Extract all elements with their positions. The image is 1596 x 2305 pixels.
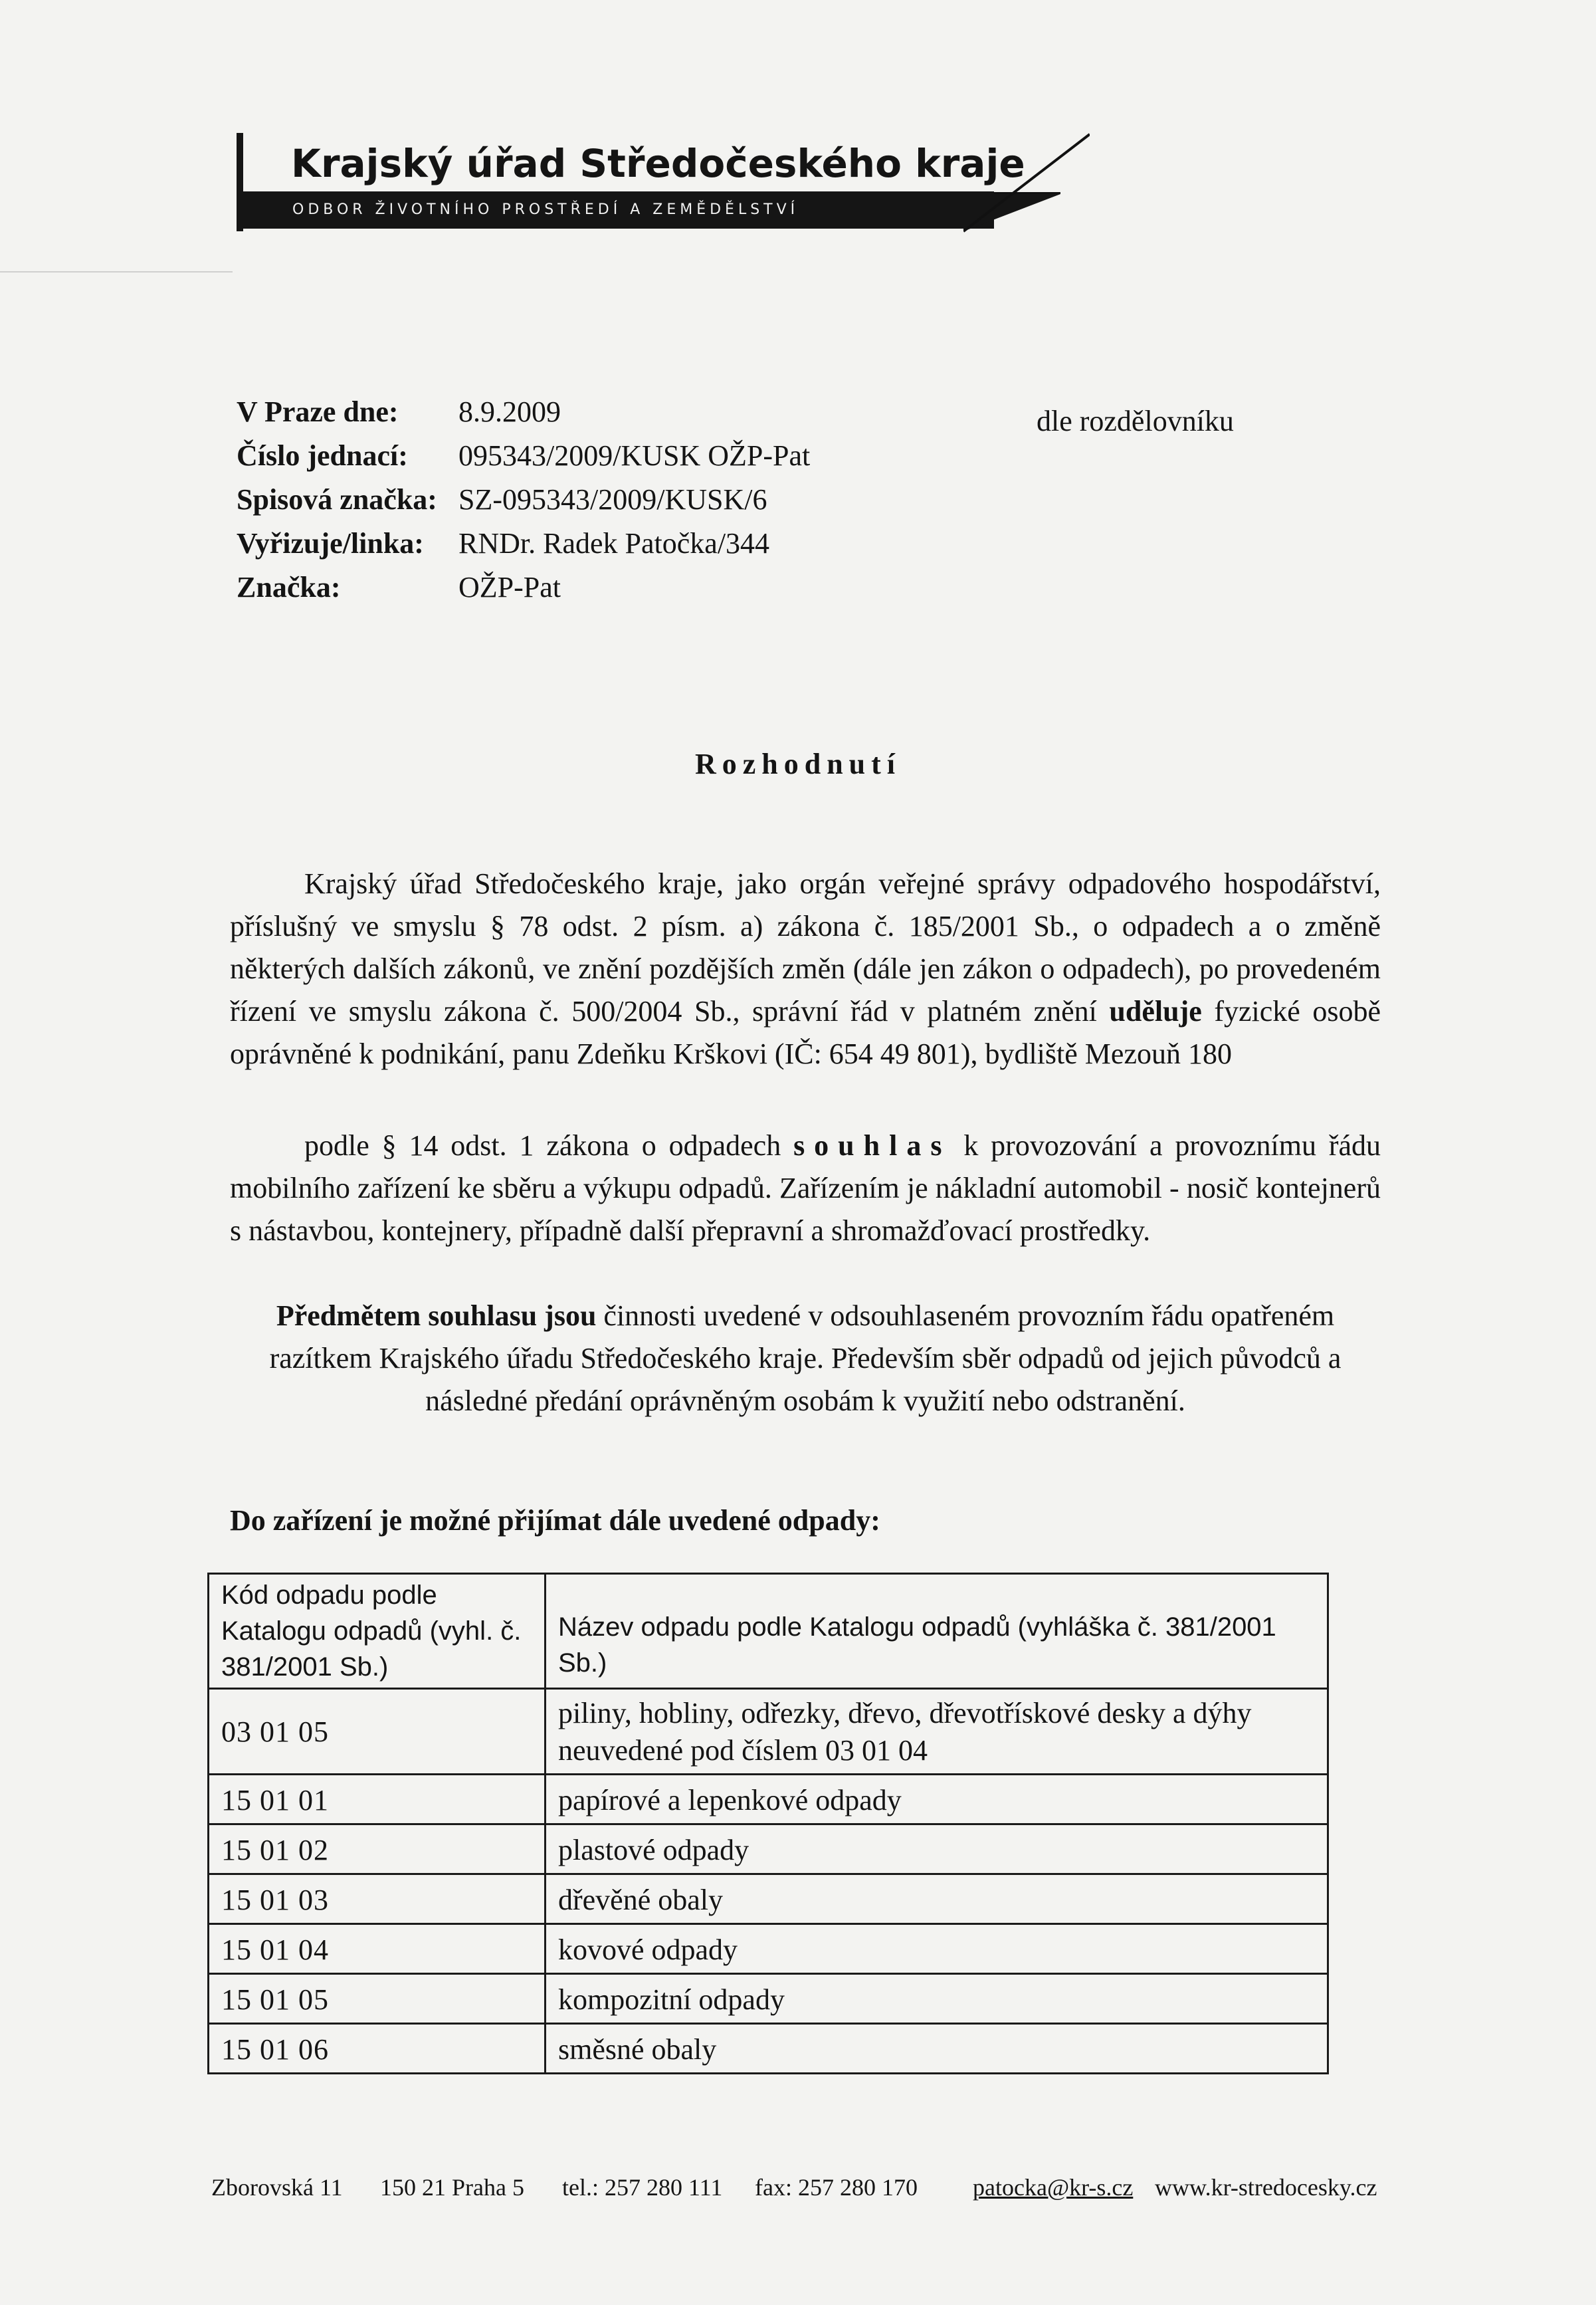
consent-paragraph bbox=[230, 1125, 1381, 1252]
meta-label: Vyřizuje/linka: bbox=[237, 527, 424, 560]
paragraph-text: fyzické osobě oprávněné k podnikání, panu Zdeňku Krškovi (IČ: 654 49 801), bydliště Mezouň 180 bbox=[230, 995, 1381, 1070]
waste-name: plastové odpady bbox=[546, 1824, 1328, 1874]
table-row bbox=[209, 1974, 1328, 2024]
table-row bbox=[209, 1874, 1328, 1924]
waste-code: 15 01 01 bbox=[209, 1775, 546, 1824]
meta-value: RNDr. Radek Patočka/344 bbox=[458, 527, 770, 560]
waste-name: kompozitní odpady bbox=[546, 1974, 1328, 2024]
meta-label: V Praze dne: bbox=[237, 395, 399, 428]
decision-title: Rozhodnutí bbox=[694, 748, 902, 780]
waste-table bbox=[207, 1573, 1329, 2074]
table-row bbox=[209, 2024, 1328, 2074]
decision-paragraph bbox=[230, 863, 1381, 1075]
meta-label: Číslo jednací: bbox=[237, 439, 408, 472]
meta-value: 8.9.2009 bbox=[458, 395, 561, 428]
letterhead-subtitle: ODBOR ŽIVOTNÍHO PROSTŘEDÍ A ZEMĚDĚLSTVÍ bbox=[237, 191, 994, 229]
waste-name: kovové odpady bbox=[546, 1924, 1328, 1974]
meta-label: Značka: bbox=[237, 571, 341, 604]
column-header-code: Kód odpadu podle Katalogu odpadů (vyhl. č. 381/2001 Sb.) bbox=[209, 1574, 546, 1689]
waste-code: 15 01 04 bbox=[209, 1924, 546, 1974]
column-header-name: Název odpadu podle Katalogu odpadů (vyhláška č. 381/2001 Sb.) bbox=[546, 1574, 1328, 1689]
meta-label: Spisová značka: bbox=[237, 483, 437, 516]
letterhead bbox=[237, 133, 1060, 231]
waste-name: směsné obaly bbox=[546, 2024, 1328, 2074]
paragraph-emphasis: souhlas bbox=[793, 1129, 951, 1162]
letterhead-title: Krajský úřad Středočeského kraje bbox=[237, 133, 1060, 194]
footer-fax: fax: 257 280 170 bbox=[755, 2174, 918, 2201]
table-row bbox=[209, 1924, 1328, 1974]
footer-city: 150 21 Praha 5 bbox=[380, 2174, 524, 2201]
waste-code: 15 01 02 bbox=[209, 1824, 546, 1874]
meta-value: SZ-095343/2009/KUSK/6 bbox=[458, 483, 767, 516]
paragraph-text: k provozování a provoznímu řádu mobilního zařízení ke sběru a výkupu odpadů. Zařízením je nákladní automobil - nosič kontejnerů s nástavbou, kontejnery, případně další přepravní a shromažďovací prostředky. bbox=[230, 1129, 1381, 1247]
waste-code: 15 01 05 bbox=[209, 1974, 546, 2024]
waste-code: 03 01 05 bbox=[209, 1689, 546, 1775]
letterhead-slash-graphic bbox=[963, 133, 1090, 233]
paragraph-text: činnosti uvedené v odsouhlaseném provozním řádu opatřeném razítkem Krajského úřadu Středočeského kraje. Především sběr odpadů od jejich původců a následné předání oprávněným osobám k využití nebo odstranění. bbox=[269, 1299, 1342, 1417]
paragraph-emphasis: Předmětem souhlasu jsou bbox=[276, 1299, 597, 1332]
letterhead-edge bbox=[237, 133, 243, 231]
waste-code: 15 01 03 bbox=[209, 1874, 546, 1924]
footer-email-link[interactable]: patocka@kr-s.cz bbox=[973, 2174, 1134, 2201]
waste-code: 15 01 06 bbox=[209, 2024, 546, 2074]
footer-phone: tel.: 257 280 111 bbox=[562, 2174, 723, 2201]
waste-name: piliny, hobliny, odřezky, dřevo, dřevotřískové desky a dýhy neuvedené pod číslem 03 01 04 bbox=[546, 1689, 1328, 1775]
footer-address: Zborovská 11 bbox=[211, 2174, 343, 2201]
waste-name: papírové a lepenkové odpady bbox=[546, 1775, 1328, 1824]
table-header-row bbox=[209, 1574, 1328, 1689]
subject-paragraph bbox=[230, 1295, 1381, 1422]
scan-artifact-line bbox=[0, 271, 233, 273]
footer-website-link[interactable]: www.kr-stredocesky.cz bbox=[1155, 2174, 1377, 2201]
table-row bbox=[209, 1775, 1328, 1824]
recipient-note: dle rozdělovníku bbox=[1037, 405, 1234, 437]
table-row bbox=[209, 1824, 1328, 1874]
meta-value: 095343/2009/KUSK OŽP-Pat bbox=[458, 439, 811, 472]
paragraph-text: Krajský úřad Středočeského kraje, jako orgán veřejné správy odpadového hospodářství, příslušný ve smyslu § 78 odst. 2 písm. a) zákona č. 185/2001 Sb., o odpadech a o změně některých dalších zákonů, ve znění pozdějších změn (dále jen zákon o odpadech), po provedeném řízení ve smyslu zákona č. 500/2004 Sb., správní řád v platném znění bbox=[230, 867, 1381, 1028]
paragraph-text: podle § 14 odst. 1 zákona o odpadech bbox=[304, 1129, 794, 1162]
waste-name: dřevěné obaly bbox=[546, 1874, 1328, 1924]
waste-list-heading: Do zařízení je možné přijímat dále uvedené odpady: bbox=[230, 1504, 880, 1537]
meta-value: OŽP-Pat bbox=[458, 571, 561, 604]
table-row bbox=[209, 1689, 1328, 1775]
paragraph-emphasis: uděluje bbox=[1109, 995, 1202, 1028]
